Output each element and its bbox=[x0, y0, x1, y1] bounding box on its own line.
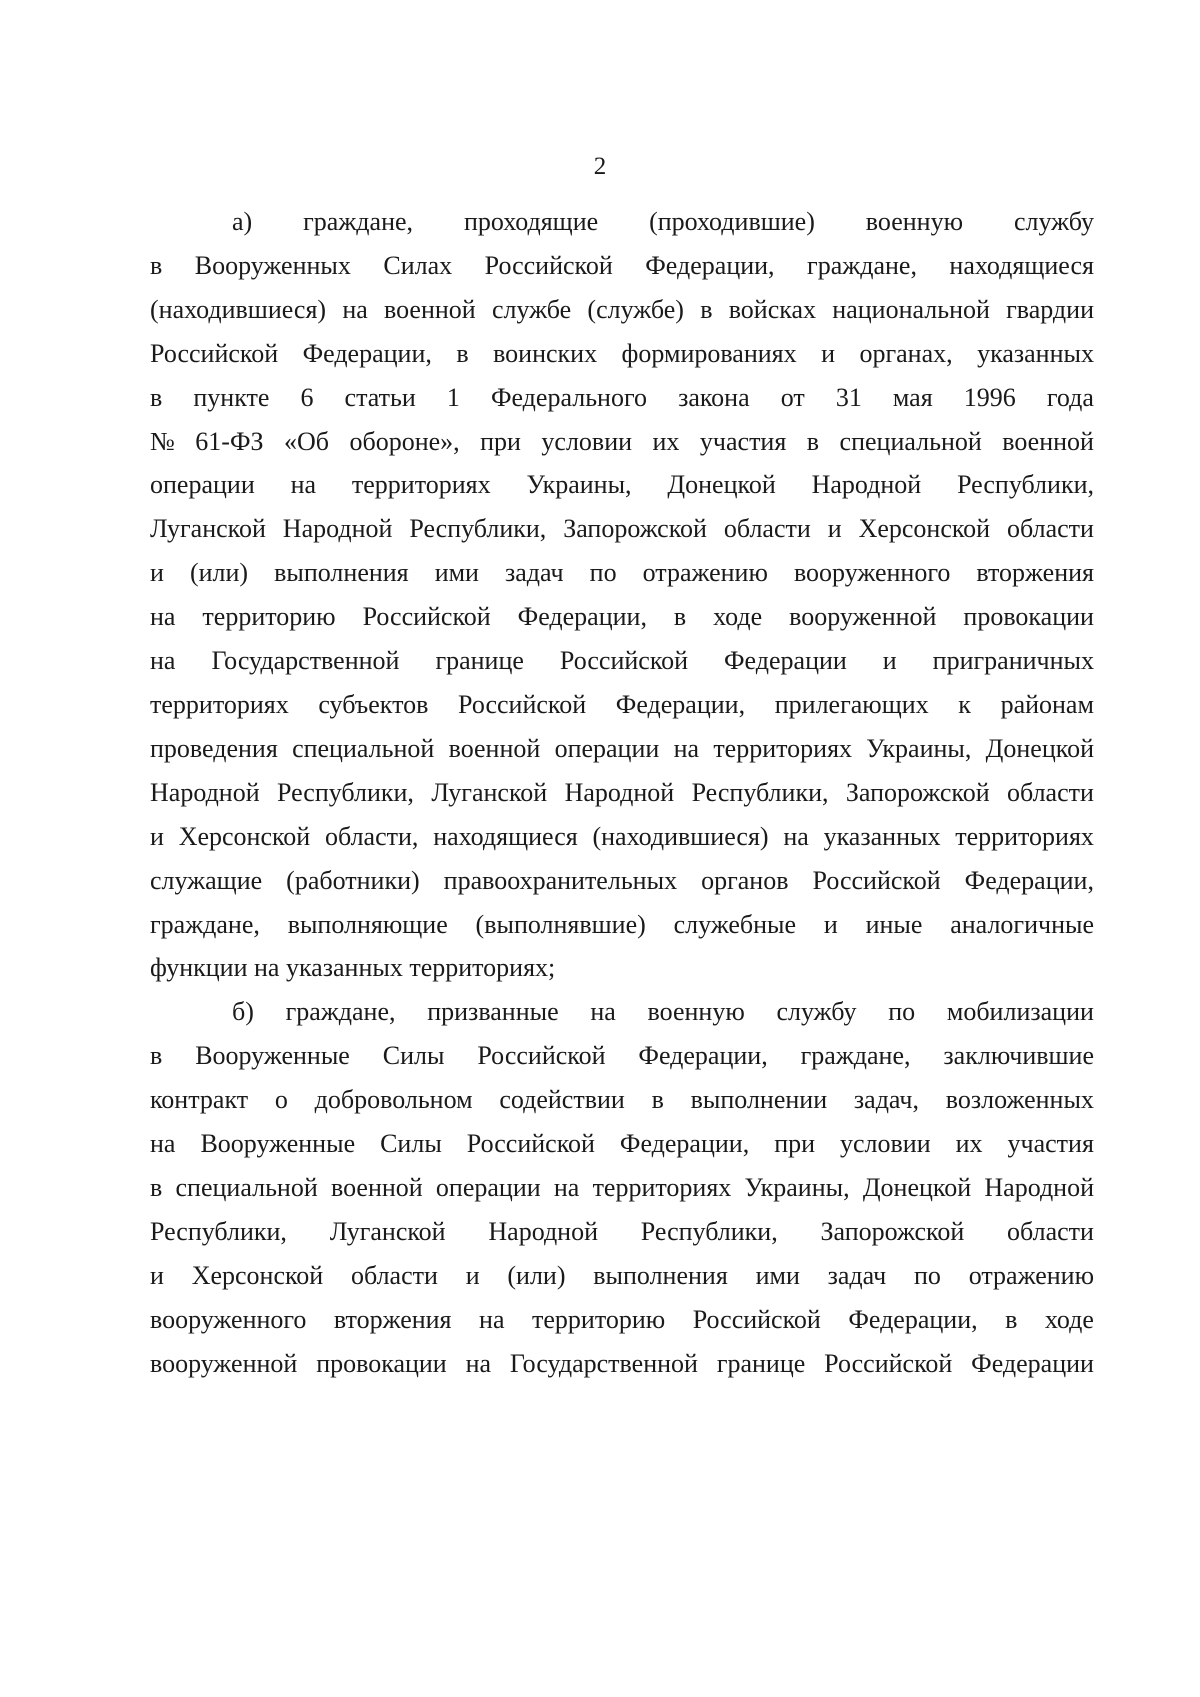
text-line: Республики, Луганской Народной Республики, Запорожской области bbox=[150, 1216, 1094, 1246]
page-number: 2 bbox=[593, 153, 607, 180]
text-line: и (или) выполнения ими задач по отражению вооруженного вторжения bbox=[150, 558, 1094, 588]
paragraph-a bbox=[150, 200, 1094, 990]
text-line: на Государственной границе Российской Федерации и приграничных bbox=[150, 646, 1094, 676]
text-line: б) граждане, призванные на военную службу по мобилизации bbox=[232, 997, 1094, 1027]
text-line: Луганской Народной Республики, Запорожской области и Херсонской области bbox=[150, 514, 1094, 544]
text-line: а) граждане, проходящие (проходившие) военную службу bbox=[232, 207, 1094, 236]
text-line: территориях субъектов Российской Федерации, прилегающих к районам bbox=[150, 689, 1094, 719]
text-line: вооруженной провокации на Государственной границе Российской Федерации bbox=[150, 1348, 1094, 1378]
text-line: операции на территориях Украины, Донецкой Народной Республики, bbox=[150, 470, 1094, 500]
text-line: в специальной военной операции на территориях Украины, Донецкой Народной bbox=[150, 1172, 1094, 1202]
text-line: контракт о добровольном содействии в выполнении задач, возложенных bbox=[150, 1085, 1094, 1115]
text-line: (находившиеся) на военной службе (службе) в войсках национальной гвардии bbox=[150, 294, 1094, 324]
text-line: служащие (работники) правоохранительных органов Российской Федерации, bbox=[150, 865, 1094, 895]
text-line: в пункте 6 статьи 1 Федерального закона от 31 мая 1996 года bbox=[150, 382, 1094, 412]
text-line: на территорию Российской Федерации, в ходе вооруженной провокации bbox=[150, 602, 1094, 632]
text-line: № 61-ФЗ «Об обороне», при условии их участия в специальной военной bbox=[150, 426, 1094, 456]
text-line: и Херсонской области и (или) выполнения ими задач по отражению bbox=[150, 1260, 1094, 1290]
document-body bbox=[150, 200, 1094, 1385]
text-line: вооруженного вторжения на территорию Российской Федерации, в ходе bbox=[150, 1304, 1094, 1334]
text-line: в Вооруженные Силы Российской Федерации, граждане, заключившие bbox=[150, 1041, 1094, 1071]
text-line: функции на указанных территориях; bbox=[150, 953, 556, 983]
text-line: граждане, выполняющие (выполнявшие) служебные и иные аналогичные bbox=[150, 909, 1094, 939]
text-line: Российской Федерации, в воинских формированиях и органах, указанных bbox=[150, 338, 1094, 368]
text-line: на Вооруженные Силы Российской Федерации, при условии их участия bbox=[150, 1129, 1094, 1159]
text-line: проведения специальной военной операции на территориях Украины, Донецкой bbox=[150, 733, 1094, 763]
paragraph-b bbox=[150, 990, 1094, 1385]
text-line: в Вооруженных Силах Российской Федерации, граждане, находящиеся bbox=[150, 250, 1094, 280]
text-line: Народной Республики, Луганской Народной Республики, Запорожской области bbox=[150, 777, 1094, 807]
text-line: и Херсонской области, находящиеся (находившиеся) на указанных территориях bbox=[150, 821, 1094, 851]
